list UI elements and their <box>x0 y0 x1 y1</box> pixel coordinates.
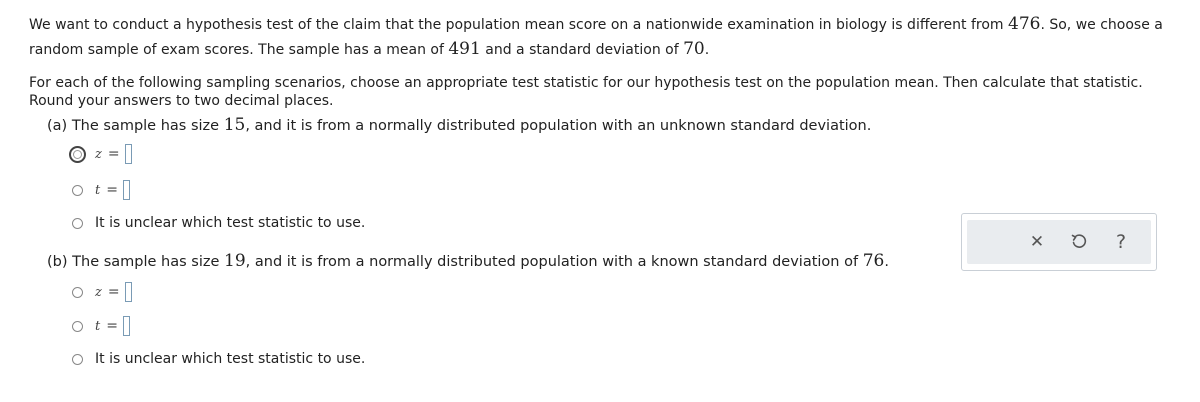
part-a-option-t[interactable]: t = <box>72 179 130 201</box>
help-button[interactable] <box>1109 230 1133 254</box>
problem-intro <box>29 12 1163 62</box>
part-b-prompt: (b) The sample has size 19, and it is from a normally distributed population with a known standard deviation of 76. <box>47 251 889 271</box>
answer-input[interactable] <box>123 316 130 336</box>
radio-button[interactable] <box>72 218 83 229</box>
sample-size: 19 <box>224 251 246 271</box>
intro-text: . So, we choose a <box>1040 17 1163 33</box>
z-variable: z <box>95 284 102 300</box>
undo-icon <box>1070 233 1088 251</box>
clear-button[interactable] <box>1025 230 1049 254</box>
option-label: It is unclear which test statistic to use. <box>95 215 366 231</box>
answer-input[interactable] <box>123 180 130 200</box>
sample-size: 15 <box>223 115 246 135</box>
radio-button[interactable] <box>72 287 83 298</box>
option-label: It is unclear which test statistic to use. <box>95 351 366 367</box>
close-icon: ✕ <box>1029 232 1045 252</box>
radio-button[interactable] <box>72 354 83 365</box>
instructions-line: Round your answers to two decimal places. <box>29 93 334 109</box>
intro-text: . <box>704 42 710 58</box>
radio-button[interactable] <box>69 146 86 163</box>
sample-mean: 491 <box>448 39 481 59</box>
instructions-line: For each of the following sampling scenarios, choose an appropriate test statistic for our hypothesis test on the population mean. Then calculate that statistic. <box>29 75 1143 91</box>
intro-text: We want to conduct a hypothesis test of the claim that the population mean score on a nationwide examination in biology is different from <box>29 17 1004 33</box>
help-icon: ? <box>1115 231 1127 253</box>
part-label: (b) <box>47 254 68 270</box>
t-variable: t <box>95 182 101 198</box>
answer-input[interactable] <box>125 144 132 164</box>
population-sd: 76 <box>862 251 885 271</box>
part-b-option-t[interactable]: t = <box>72 315 130 337</box>
t-variable: t <box>95 318 101 334</box>
answer-input[interactable] <box>125 282 132 302</box>
hypothesized-mean: 476 <box>1008 14 1041 34</box>
part-a-option-z[interactable]: z = <box>72 143 132 165</box>
part-b-option-z[interactable]: z = <box>72 281 132 303</box>
instructions <box>29 74 1143 110</box>
toolbar-panel <box>967 220 1151 264</box>
z-variable: z <box>95 146 102 162</box>
part-b-option-unclear[interactable] <box>72 348 365 370</box>
part-label: (a) <box>47 118 68 134</box>
radio-button[interactable] <box>72 321 83 332</box>
intro-text: and a standard deviation of <box>485 42 679 58</box>
sample-sd: 70 <box>683 39 705 59</box>
intro-text: random sample of exam scores. The sample has a mean of <box>29 42 444 58</box>
undo-button[interactable] <box>1067 230 1091 254</box>
part-a-option-unclear[interactable] <box>72 212 365 234</box>
part-a-prompt: (a) The sample has size 15, and it is from a normally distributed population with an unknown standard deviation. <box>47 115 872 135</box>
radio-button[interactable] <box>72 185 83 196</box>
answer-toolbar <box>961 213 1157 271</box>
